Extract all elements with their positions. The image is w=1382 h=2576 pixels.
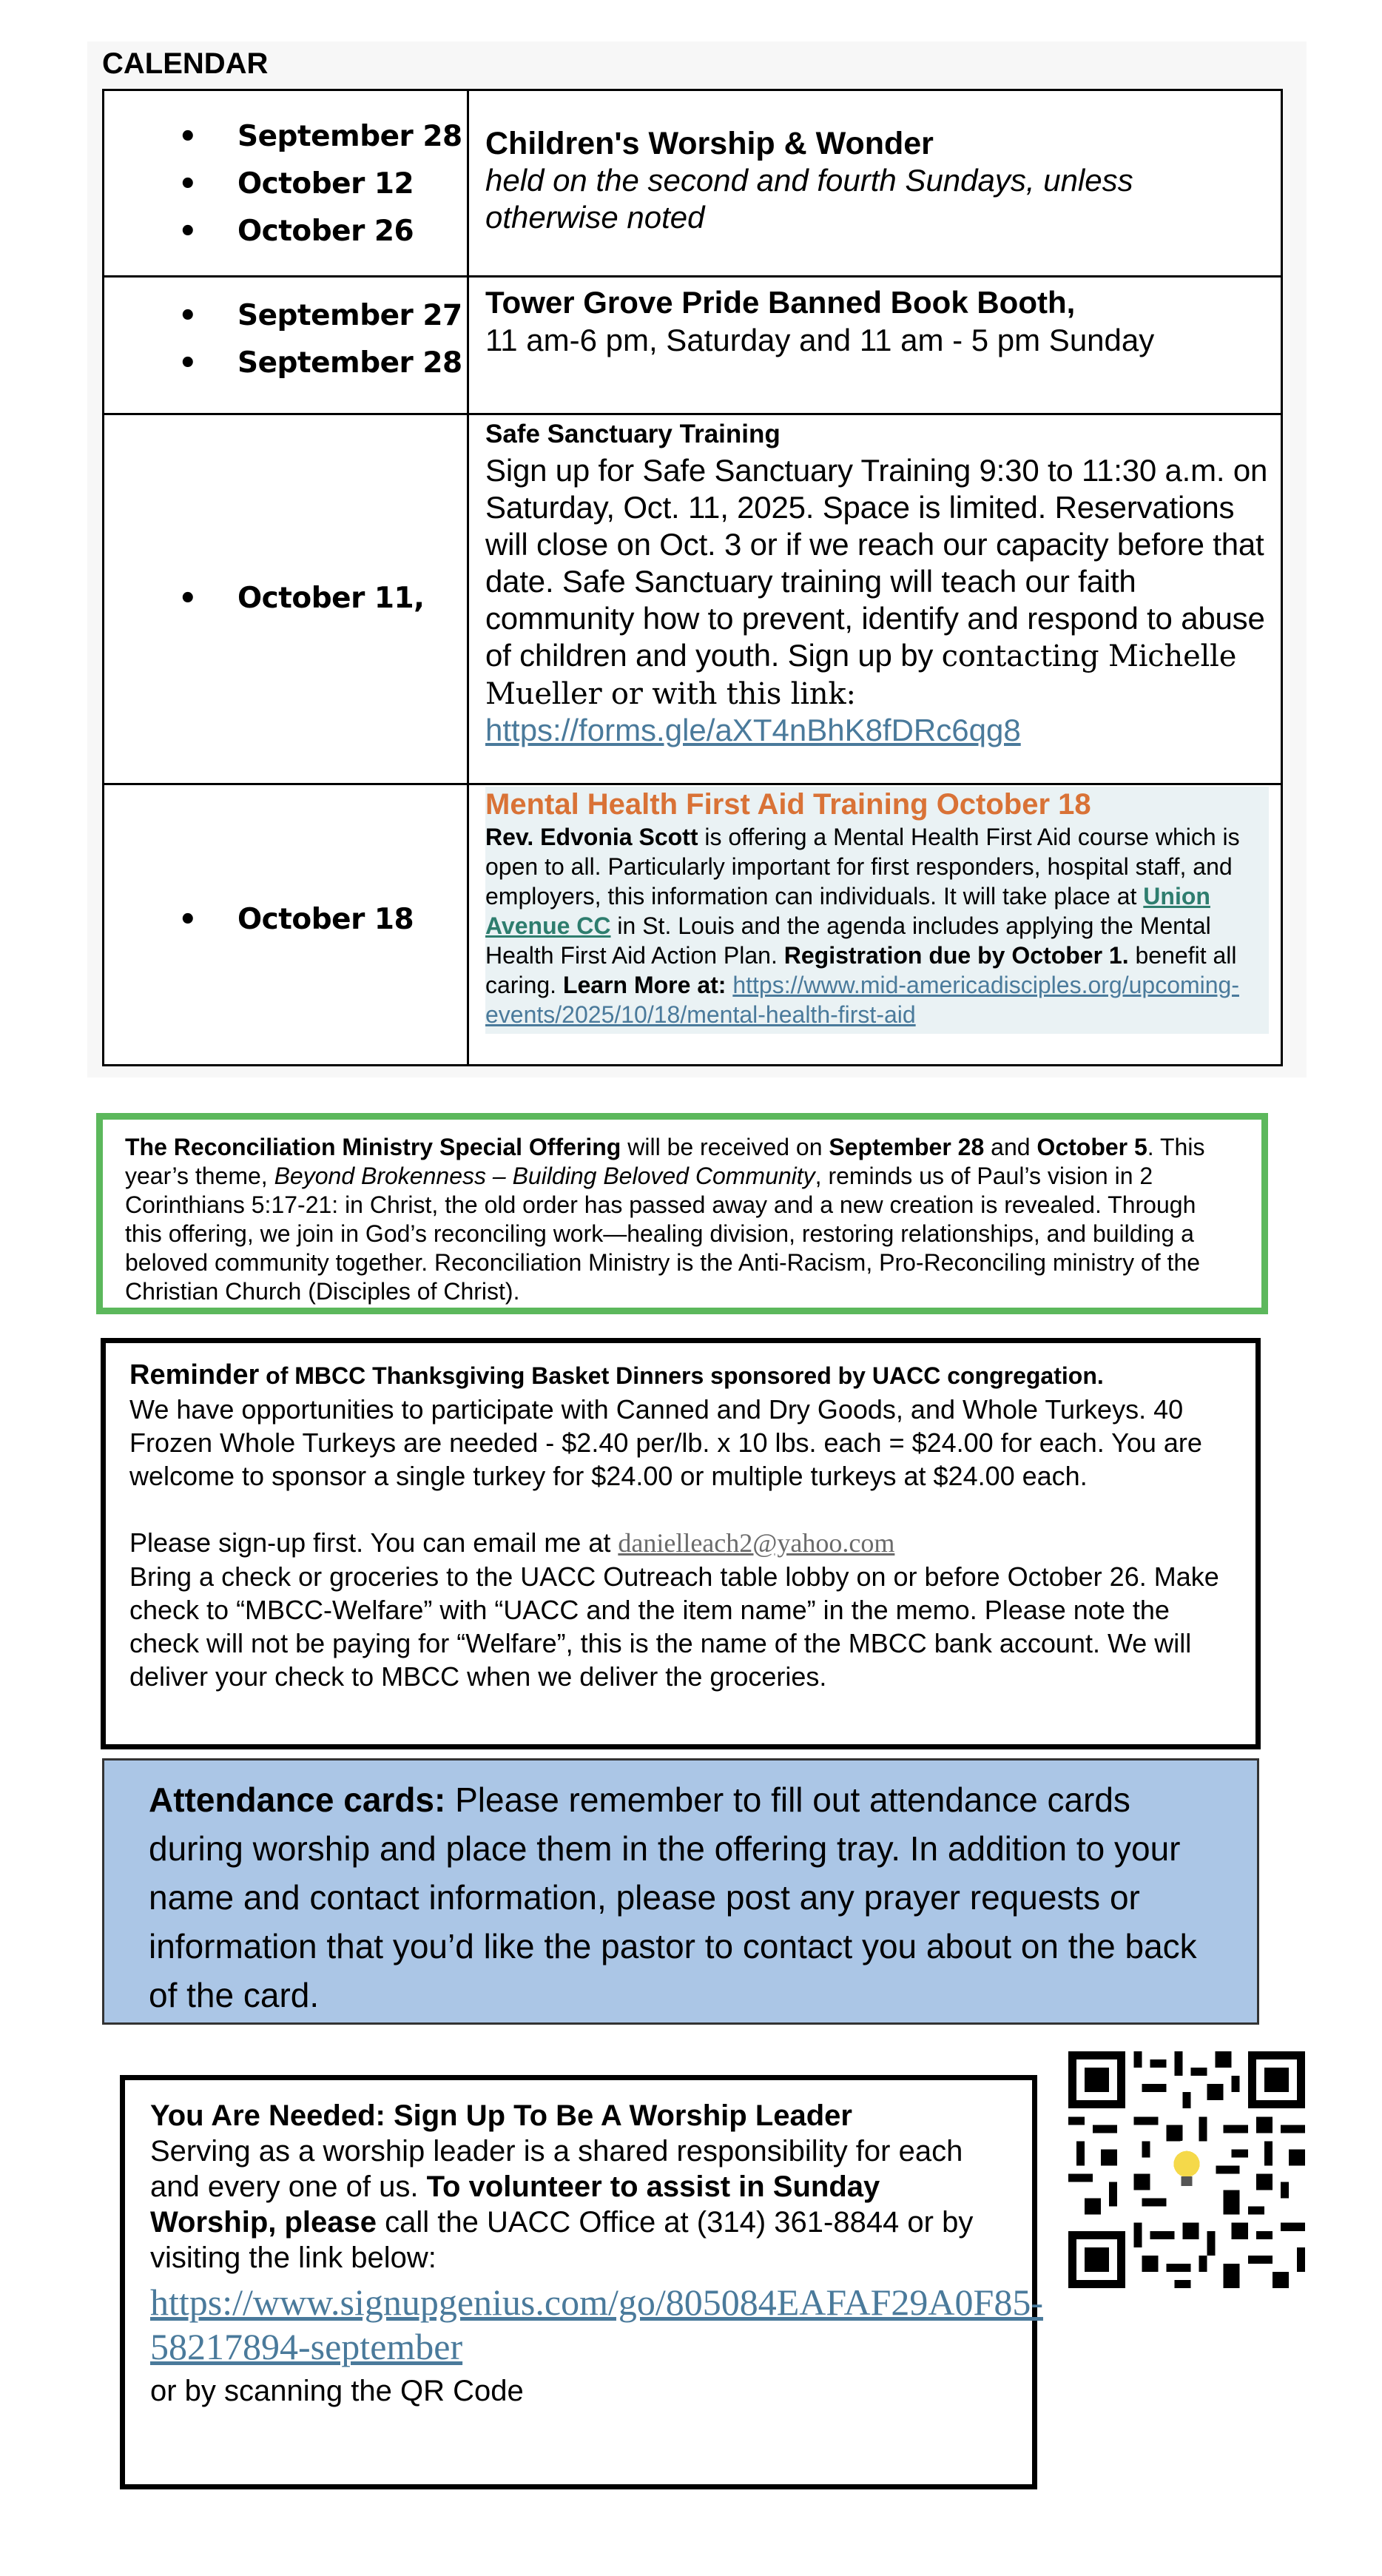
event-description — [468, 277, 1282, 414]
qr-code-image[interactable] — [1068, 2051, 1305, 2288]
recon-date: October 5 — [1036, 1134, 1147, 1160]
reminder-lead-rest: of MBCC Thanksgiving Basket Dinners sponsored by UACC congregation. — [259, 1362, 1104, 1389]
attendance-lead: Attendance cards: — [149, 1780, 446, 1819]
event-title: Children's Worship & Wonder — [485, 126, 934, 161]
mental-health-box — [485, 787, 1269, 1034]
calendar-row — [104, 277, 1282, 414]
reminder-heading — [129, 1358, 1232, 1393]
event-dates — [104, 277, 468, 414]
calendar-row — [104, 784, 1282, 1066]
event-text-part: is offering a Mental Health First Aid course which is open to all. Particularly important for first responders, hospital staff, and employers, this information can individuals. It will take place at — [485, 824, 1240, 909]
event-date: • September 28 — [178, 340, 462, 387]
event-dates — [104, 90, 468, 277]
reminder-paragraph: Bring a check or groceries to the UACC Outreach table lobby on or before October 26. Make check to “MBCC-Welfare” with “UACC and the item name” in the memo. Please note the check will not be paying for “Welfare”, this is the name of the MBCC bank account. We will deliver your check to MBCC when we deliver the groceries. — [129, 1561, 1219, 1692]
event-title: Tower Grove Pride Banned Book Booth, — [485, 285, 1076, 320]
learn-more-link[interactable]: https://www.mid-americadisciples.org/upcoming-events/2025/10/18/mental-health-first-aid — [485, 972, 1239, 1028]
event-text-part: in St. Louis and the agenda includes applying the Mental Health First Aid Action Plan. — [485, 912, 1211, 969]
worship-leader-box — [120, 2075, 1043, 2489]
event-date: • October 12 — [178, 161, 462, 208]
reminder-text: Please sign-up first. You can email me at — [129, 1527, 618, 1558]
event-text-serif: contacting Michelle Mueller or with this link: — [485, 639, 1237, 711]
event-title: Safe Sanctuary Training — [485, 420, 781, 448]
event-dates — [104, 414, 468, 784]
calendar-table — [102, 89, 1283, 1066]
recon-text: will be received on — [621, 1134, 829, 1160]
event-date: • October 11, — [178, 575, 424, 622]
volunteer-text-bold: To volunteer to assist in Sunday Worship, please — [150, 2170, 880, 2239]
reminder-signup — [129, 1526, 1232, 1560]
reminder-lead: Reminder — [129, 1359, 260, 1390]
venue-link[interactable]: Union Avenue CC — [485, 883, 1210, 939]
volunteer-text-part: call the UACC Office at (314) 361-8844 or by visiting the link below: — [150, 2206, 974, 2274]
event-date: • September 27 — [178, 292, 462, 340]
email-link[interactable]: danielleach2@yahoo.com — [618, 1528, 895, 1558]
recon-text: and — [984, 1134, 1037, 1160]
volunteer-title: You Are Needed: Sign Up To Be A Worship Leader — [150, 2099, 852, 2132]
event-description — [468, 784, 1282, 1066]
registration-deadline: Registration due by October 1. — [783, 942, 1129, 969]
attendance-text: Please remember to fill out attendance cards during worship and place them in the offering tray. In addition to your name and contact information, please post any prayer requests or information that you’d like the pastor to contact you about on the back of the card. — [149, 1780, 1197, 2014]
event-text-main: Sign up for Safe Sanctuary Training 9:30 to 11:30 a.m. on Saturday, Oct. 11, 2025. Space is limited. Reservations will close on Oct. 3 or if we reach our capacity before that date. Safe Sanctuary training will teach our faith community how to prevent, identify and respond to abuse of children and youth. Sign up by — [485, 453, 1268, 673]
reconciliation-offering-box — [96, 1113, 1268, 1314]
event-text — [485, 452, 1269, 713]
event-text: 11 am-6 pm, Saturday and 11 am - 5 pm Sunday — [485, 323, 1155, 357]
signup-genius-link[interactable]: https://www.signupgenius.com/go/805084EAFAF29A0F85-58217894-september — [150, 2281, 1043, 2367]
calendar-row — [104, 414, 1282, 784]
event-text-part: benefit all caring. — [485, 942, 1237, 998]
event-description — [468, 90, 1282, 277]
event-date: • October 26 — [178, 208, 462, 255]
event-dates — [104, 784, 468, 1066]
recon-date: September 28 — [829, 1134, 985, 1160]
volunteer-qr-text: or by scanning the QR Code — [150, 2375, 524, 2407]
recon-lead: The Reconciliation Ministry Special Offering — [125, 1134, 621, 1160]
thanksgiving-reminder-box — [101, 1338, 1261, 1749]
signup-link[interactable]: https://forms.gle/aXT4nBhK8fDRc6qg8 — [485, 713, 1021, 747]
learn-more-label: Learn More at: — [562, 972, 727, 998]
event-text — [485, 822, 1264, 1029]
reminder-paragraph: We have opportunities to participate with Canned and Dry Goods, and Whole Turkeys. 40 Frozen Whole Turkeys are needed - $2.40 per/lb. x 10 lbs. each = $24.00 for each. You are welcome to sponsor a single turkey for $24.00 or multiple turkeys at $24.00 each. — [129, 1394, 1202, 1491]
recon-text: . This year’s theme, — [125, 1134, 1205, 1189]
volunteer-text — [150, 2133, 1007, 2276]
event-title: Mental Health First Aid Training October 18 — [485, 788, 1091, 821]
calendar-row — [104, 90, 1282, 277]
recon-text: , reminds us of Paul’s vision in 2 Corinthians 5:17-21: in Christ, the old order has passed away and a new creation is revealed. Through this offering, we join in God’s reconciling work—healing division, restoring relationships, and building a beloved community together. Reconciliation Ministry is the Anti-Racism, Pro-Reconciling ministry of the Christian Church (Disciples of Christ). — [125, 1163, 1201, 1305]
calendar-title: CALENDAR — [102, 47, 269, 80]
event-subtitle: held on the second and fourth Sundays, unless otherwise noted — [485, 163, 1133, 235]
event-date: • October 18 — [178, 896, 414, 944]
attendance-cards-box — [102, 1758, 1259, 2025]
event-date: • September 28 — [178, 113, 462, 161]
recon-theme: Beyond Brokenness – Building Beloved Community — [274, 1163, 815, 1189]
event-description — [468, 414, 1282, 784]
presenter-name: Rev. Edvonia Scott — [485, 824, 698, 850]
volunteer-text-part: Serving as a worship leader is a shared responsibility for each and every one of us. — [150, 2135, 963, 2203]
